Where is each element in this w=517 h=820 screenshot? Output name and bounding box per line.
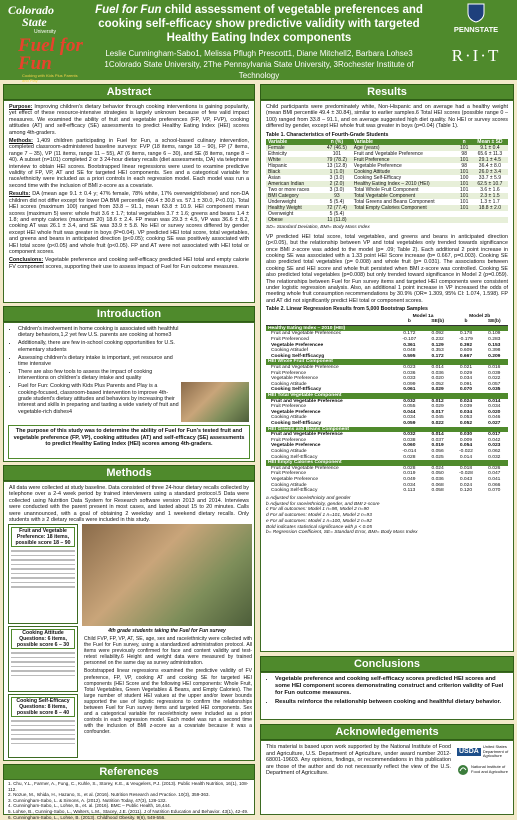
cooking-se-worksheet bbox=[8, 694, 78, 758]
table1-cell: 98 bbox=[461, 151, 467, 158]
table2-cell: 0.113 bbox=[403, 488, 416, 494]
fuel-for-fun-book-image bbox=[181, 382, 249, 422]
table2-cell: 0.035 bbox=[488, 387, 501, 393]
introduction-heading: Introduction bbox=[3, 306, 255, 322]
table1-cell: 101 bbox=[460, 187, 469, 194]
table1-cell: Cooking Self-Efficacy bbox=[353, 175, 402, 182]
table1-cell: 26.0 ± 3.4 bbox=[472, 169, 508, 175]
table2-cell: Vegetable Preference bbox=[271, 443, 321, 449]
methods-intro: All data were collected at study baseline. Data consisted of three 24-hour dietary recalls collected by telephone over a 2-4 week period by trained interviewers using a standard protocol.5 Data were collected using Nutrition Data System for Research software version 2013 and 2014. Interviews were conducted with the parent present in most cases, and lasted about 15 to 20 minutes. Calls were unannounced, with a goal of obtaining 2 weekday and 1 weekend dietary recalls. Only students with ≥ 2 dietary recalls were included in this study. bbox=[9, 485, 249, 524]
abstract-conclusions: Conclusions: Vegetable preference and cooking self-efficacy predicted HEI total and empty calorie FV component scores, supporting their use to assess impact of Fuel for Fun outcome measures. bbox=[9, 257, 249, 270]
table2-cell: 0.023 bbox=[403, 365, 416, 371]
table2-cell: Fruit and Vegetable Preference bbox=[271, 365, 339, 371]
fv-preference-worksheet bbox=[8, 524, 78, 624]
model1-header: Model 1a bbox=[412, 313, 434, 319]
reference-item: 6. Cunningham-Sabo, L., Lohse, B. (2013). Childhood Obesity. 9(6), 549-556. bbox=[8, 814, 166, 820]
table2-cell: 0.034 bbox=[488, 404, 501, 410]
table2-cell: 0.057 bbox=[488, 381, 501, 387]
table2-cell: Fruit Preference bbox=[271, 471, 307, 477]
table1-cell: 65.6 ± 11.3 bbox=[477, 151, 503, 158]
table1-note: SD= Standard Deviation, BMI= Body Mass Index bbox=[266, 225, 370, 231]
table2-cell: Cooking Attitude bbox=[271, 448, 307, 454]
col-se: SE(b) bbox=[487, 319, 501, 325]
table2-cell: 0.043 bbox=[459, 476, 473, 482]
table1-cell: 3 (3.0) bbox=[329, 175, 345, 182]
table2-cell: 0.153 bbox=[488, 342, 501, 348]
results-p1: Child participants were predominately white, Non-Hispanic and on average had a healthy weight (mean BMI percentile 49.4 ± 30.84), similar to earlier samples.6 Total HEI scores (possible range 0 –100) ranged from 33.8 – 91.1, and on average suggested high diet quality. No HEI or survey scores differed by gender, except HEI whole fruit was greater in boys (p=0.04) (Table 1). bbox=[266, 104, 508, 130]
poster-title-block bbox=[86, 3, 432, 81]
table2-cell: 0.361 bbox=[403, 342, 416, 348]
table2-cell: 0.178 bbox=[459, 331, 473, 337]
psu-logo-text: PENNSTATE bbox=[453, 25, 499, 34]
purpose-box: The purpose of this study was to determine the ability of Fuel for Fun's tested fruit and vegetable preference (FP, VP), cooking attitudes (AT) and self-efficacy (SE) assessments to predict Healthy Eating Index (HEI) scores among 4th-graders. bbox=[8, 425, 250, 459]
table2-cell: 0.014 bbox=[459, 454, 473, 460]
csu-logo bbox=[4, 3, 84, 83]
table2-cell: 0.046 bbox=[488, 415, 501, 421]
table2-section: HEI Whole Fruit Component bbox=[266, 359, 508, 365]
table1-header: Variable bbox=[353, 139, 373, 146]
table2-cell: -0.107 bbox=[402, 337, 417, 343]
table2-section: Healthy Eating Index – 2010 (HEI) bbox=[266, 325, 508, 331]
table1-cell: Cooking Attitude bbox=[352, 169, 457, 175]
table1-cell: White bbox=[266, 157, 322, 163]
table2-cell: 0.062 bbox=[488, 448, 501, 454]
table1-cell: Two or more races bbox=[268, 187, 310, 194]
reference-item: 1. Chu, Y.L., Farmer, A., Fung, C., Kuhle, S., Storey, K.E., & Veugelers, P.J. (2013). Public Health Nutrition, 16(1), 108-112. bbox=[8, 781, 249, 792]
table2-note: c For all outcomes: Model 1 n=98, Model 2 n=90 bbox=[266, 507, 369, 513]
conclusion-bullet: • Results reinforce the relationship between cooking and healthful dietary behavior. bbox=[275, 699, 508, 706]
table1-cell: 101 bbox=[457, 205, 472, 211]
table2-cell: 0.034 bbox=[459, 376, 473, 382]
table-row bbox=[266, 217, 508, 223]
table2-cell: 0.058 bbox=[431, 488, 444, 494]
table2-cell: 0.066 bbox=[488, 482, 501, 488]
table1-cell: 5 (5.4) bbox=[329, 211, 345, 218]
methods-survey: Child FVP, FP, VP, AT, SE, age, sex and race/ethnicity were collected with the Fuel for Fun survey, using a standardized administration protocol. All items were previously confirmed for face and content validity and test-retest reliability.6 Height and weight data were measured by trained personnel on the same day as survey administration. bbox=[84, 636, 252, 667]
table1-caption: Table 1. Characteristics of Fourth-Grade Students bbox=[266, 131, 389, 138]
usda-name: United States Department of Agriculture bbox=[482, 744, 509, 759]
table2-cell: 0.019 bbox=[431, 443, 444, 449]
table2-cell: 0.092 bbox=[431, 331, 444, 337]
table2-section: HEI Greens and Beans Component bbox=[266, 427, 508, 433]
table2-cell: Cooking Self-Efficacy bbox=[271, 488, 318, 494]
table2 bbox=[266, 314, 508, 494]
fv-preference-title: Fruit and Vegetable Preference: 18 items, possible score 18 – 90 bbox=[11, 527, 75, 547]
nifa-icon bbox=[457, 764, 469, 776]
table2-cell: 0.120 bbox=[459, 488, 473, 494]
table2-cell: 0.025 bbox=[431, 454, 444, 460]
table2-cell: 0.017 bbox=[488, 432, 501, 438]
model2-header: Model 2b bbox=[469, 313, 491, 319]
table2-cell: 0.026 bbox=[488, 465, 501, 471]
table2-cell: 0.022 bbox=[431, 420, 444, 426]
table2-cell: Cooking Self-Efficacy bbox=[271, 387, 322, 393]
table2-cell: 0.042 bbox=[488, 437, 501, 443]
table2-cell: 0.172 bbox=[403, 331, 416, 337]
reference-item: 5. Lohse, B., Cunning-Sabo, L., Walters, L.M., Stacey, J.E. (2011). J of Nutrition Education and Behavior. 43(1), 42-49. bbox=[8, 808, 249, 814]
table2-cell: Cooking Self-Efficacyg bbox=[271, 353, 325, 359]
table2-cell: Cooking Attitudef bbox=[271, 348, 308, 354]
table1-cell: 98 bbox=[461, 163, 467, 170]
table2-cell: 0.609 bbox=[459, 348, 473, 354]
table1-cell: Total Vegetable Component bbox=[352, 193, 457, 199]
results-heading: Results bbox=[260, 84, 514, 100]
table1-cell: 101 bbox=[457, 145, 472, 151]
table1-cell: 3.6 ± 1.6 bbox=[480, 187, 500, 194]
conclusions-box bbox=[260, 672, 514, 720]
poster-header bbox=[0, 0, 517, 83]
col-b: b bbox=[407, 319, 411, 325]
table2-caption: Table 2. Linear Regression Results from 5,000 Bootstrap Samples bbox=[266, 306, 428, 313]
table2-cell: 0.045 bbox=[431, 415, 444, 421]
psu-shield-icon bbox=[467, 3, 485, 23]
table1-cell: 33.7 ± 5.9 bbox=[478, 175, 502, 182]
fuel-for-fun-logo: Fuel for Fun bbox=[18, 35, 83, 74]
abstract-methods: Methods: 1,409 children participating in Fuel for Fun, a school-based culinary intervention, completed classroom-administered baseline surveys: FVP (18 items, range 18 – 90), FP (7 items, range 7 – 35), VP (11 items, range 11 – 55), AT (6 items, range 6 – 30), and SE (8 items, range 8 – 40). A subset (n=101) completed 2 or 3 24-hour dietary recalls (diet assessments, DA) via telephone interview to obtain HEI scores. Bootstrapped linear regressions were used to examine predictive validity of FP, VP, AT and SE for targeted HEI components. Sex and a categorical variable for race/ethnicity were included as a priori controls in each regression model. Each model was run a second time with the inclusion of BMI z-score as a covariate. bbox=[9, 138, 249, 189]
intro-bullet: • Children's involvement in home cooking is associated with healthful dietary behaviors,1,2 yet few U.S. parents are cooking at home3 bbox=[18, 326, 179, 339]
reference-item: 3. Cunningham-Sabo, L. & Simons, A. (2012). Nutrition Today, 47(3), 128-132. bbox=[8, 797, 167, 803]
csu-logo-line2: State bbox=[22, 15, 47, 29]
methods-heading: Methods bbox=[3, 465, 255, 481]
table2-cell: 0.070 bbox=[459, 387, 473, 393]
students-survey-photo bbox=[82, 524, 252, 626]
table1-header: n (%) bbox=[330, 139, 344, 146]
table2-cell: 0.232 bbox=[431, 337, 444, 343]
photo-caption: 4th grade students taking the Fuel for Fun survey bbox=[108, 628, 226, 634]
table2-cell: 0.014 bbox=[431, 432, 444, 438]
table2-cell: 0.028 bbox=[403, 465, 416, 471]
table1-cell: Asian bbox=[268, 175, 281, 182]
table2-cell: 0.017 bbox=[431, 409, 444, 415]
intro-bullet: • Fuel for Fun: Cooking with Kids Plus Parents and Play is a cooking-focused, classroom-based intervention to improve 4th-grade student's dietary attitudes and behaviors by increasing their interest and skills in preparing and tasting a wide variety of fruit and vegetable-rich dishes4 bbox=[18, 383, 179, 415]
table2-note: d For all outcomes: Model 1 n=101, Model 2 n=93 bbox=[266, 513, 372, 519]
poster-title: Fuel for Fun child assessment of vegetable preferences and cooking self-efficacy show predictive validity with targeted Healthy Eating Index components bbox=[95, 4, 423, 44]
table1-cell: 11 (11.8) bbox=[322, 217, 352, 223]
table2-cell: 0.021 bbox=[459, 365, 473, 371]
table2-cell: Vegetable Preference bbox=[271, 409, 321, 415]
conclusion-bullet: • Vegetable preference and cooking self-efficacy scores predicted HEI scores and some HEI component scores demonstrating construct and criterion validity of Fuel for Fun outcome measures. bbox=[275, 676, 508, 697]
table1-cell: 1.3 ± 1.7 bbox=[480, 199, 500, 206]
rit-logo: R·I·T bbox=[451, 46, 501, 65]
table2-cell: 0.036 bbox=[431, 370, 444, 376]
table1-cell: American Indian bbox=[266, 181, 322, 187]
table1-cell: 29.1 ± 4.5 bbox=[472, 157, 508, 163]
table2-cell: 0.109 bbox=[488, 331, 501, 337]
table1-cell: 2.3 ± 1.5 bbox=[472, 193, 508, 199]
authors: Leslie Cunningham-Sabo1, Melissa Pflugh Prescott1, Diane Mitchell2, Barbara Lohse3 bbox=[105, 49, 413, 58]
abstract-heading: Abstract bbox=[3, 84, 255, 100]
table2-cell: -0.179 bbox=[459, 337, 473, 343]
table2-cell: 0.054 bbox=[459, 443, 473, 449]
table2-notes bbox=[266, 496, 508, 537]
introduction-list bbox=[9, 326, 179, 415]
table2-cell: Fruit Preference bbox=[271, 437, 307, 443]
table2-note: Bold indicates statistical significance with p < 0.05 bbox=[266, 524, 372, 530]
table2-section: HEI Total Vegetable Component bbox=[266, 393, 508, 399]
table1-cell: Healthy Weight bbox=[266, 205, 322, 211]
table1-cell: BMI Category bbox=[266, 193, 322, 199]
table2-cell: 0.032 bbox=[488, 454, 501, 460]
cooking-attitude-title: Cooking Attitude Questions: 6 items, possible score 6 – 30 bbox=[11, 629, 75, 649]
table2-cell: 0.016 bbox=[488, 365, 501, 371]
table-row bbox=[266, 488, 508, 494]
table2-cell: Fruit Preference bbox=[271, 404, 307, 410]
table2-note: e For all outcomes: Model 1 n=100, Model 2 n=92 bbox=[266, 518, 372, 524]
table2-cell: 0.039 bbox=[488, 370, 501, 376]
table2-cell: Cooking Self-Efficacy bbox=[271, 420, 322, 426]
table2-cell: 0.029 bbox=[431, 404, 444, 410]
table1-cell: 101 bbox=[457, 157, 472, 163]
acknowledgement-text: This material is based upon work supported by the National Institute of Food and Agriculture, U.S. Department of Agriculture, under award number 2012-68001-19603. Any opinions, findings, or recommendations in this publication are those of the author and do not necessarily reflect the view of the U.S. Department of Agriculture. bbox=[266, 744, 451, 776]
acknowledgements-heading: Acknowledgements bbox=[260, 724, 514, 740]
table1-header: Variable bbox=[268, 139, 288, 146]
table2-cell: 0.056 bbox=[431, 448, 444, 454]
intro-bullet: • Assessing children's dietary intake is important, yet resource and time intensive bbox=[18, 355, 179, 368]
table2-cell: Fruit and Vegetable Preference bbox=[271, 398, 343, 404]
table1-cell: Underweight bbox=[268, 199, 297, 206]
table2-note: b= Regression Coefficient, SE= Standard Error, BMI= Body Mass Index bbox=[266, 530, 418, 536]
table2-cell: Cooking Attitude bbox=[271, 415, 307, 421]
table2-cell: 0.037 bbox=[431, 437, 444, 443]
table1-header: Mean ± SD bbox=[477, 139, 503, 146]
table2-section: HEI Empty Calories Component bbox=[266, 460, 508, 466]
results-p2: VP predicted HEI total score, total vegetables, and greens and beans in anticipated direction (p<0.05), but the relationship between VP and total vegetables only trended towards significance once BMI z-score was added to the model (p= .09; Table 2). Each additional 2 point increase in cooking SE was associated with a 1.33 point HEI Score increase (b= 0.667, p=0.003). Cooking SE also predicted total vegetables (p= 0.008) and whole fruit (p= 0.031). The associations between cooking SE and HEI score and whole fruit persisted when BMI z-score was controlled. Cooking SE also predicted total vegetables (p=0.008) but only trended toward significance in Model 2 (p=0.059). The relationships between Fuel for Fun survey items and targeted HEI components were consistent under logistic regression analysis. Also, an additional 1 point increase in VP increased the odds of meeting whole fruit consumption recommendations by 30.9% (OR= 1.309, 95% CI: 1.074, 1.598). FP and AT did not significantly predict HEI total or component scores. bbox=[266, 233, 508, 304]
table1-cell: Healthy Eating Index – 2010 (HEI) bbox=[352, 181, 457, 187]
table2-cell: 0.129 bbox=[431, 342, 444, 348]
table2-cell: 0.022 bbox=[488, 376, 501, 382]
table2-cell: 0.050 bbox=[431, 471, 444, 477]
table2-cell: -0.022 bbox=[459, 448, 473, 454]
results-box bbox=[260, 100, 514, 652]
intro-bullet: • Additionally, there are few in-school cooking opportunities for U.S. elementary students bbox=[18, 340, 179, 353]
table2-cell: 0.068 bbox=[431, 482, 444, 488]
table1-cell: 3 (3.0) bbox=[329, 187, 345, 194]
usda-mark: USDA bbox=[459, 747, 479, 755]
table2-cell: 0.398 bbox=[488, 348, 501, 354]
intro-bullet: • There are also few tools to assess the impact of cooking interventions on children's dietary intake and quality bbox=[18, 369, 179, 382]
affiliations: 1Colorado State University, 2The Pennsylvania State University, 3Rochester Institute of Technology bbox=[104, 60, 414, 80]
abstract-purpose: Purpose: Improving children's dietary behavior through cooking interventions is gaining popularity, yet effect of these resource-intensive strategies is largely unknown because of few valid impact measures. We examined the ability of fruit and vegetable preferences (FP, VP, FVP), cooking attitudes (AT) and self-efficacy (SE) assessments to predict Healthy Eating Index (HEI) scores among 4th-graders. bbox=[9, 104, 249, 136]
references-heading: References bbox=[3, 764, 255, 780]
table2-cell: 0.209 bbox=[488, 353, 501, 359]
table1-cell: 2 (2.0) bbox=[322, 181, 352, 187]
table2-cell: 0.030 bbox=[459, 432, 473, 438]
right-logos bbox=[438, 3, 514, 77]
table2-cell: -0.014 bbox=[402, 448, 417, 454]
table1-cell bbox=[472, 217, 508, 223]
cooking-attitude-worksheet bbox=[8, 626, 78, 692]
table2-cell: 0.091 bbox=[459, 381, 473, 387]
table2-cell: 0.052 bbox=[431, 381, 444, 387]
table1-cell: 18.8 ± 2.0 bbox=[472, 205, 508, 211]
table2-cell: 0.028 bbox=[403, 454, 416, 460]
table1-cell: Obese bbox=[266, 217, 322, 223]
table2-cell: 0.053 bbox=[459, 415, 473, 421]
table2-cell: Cooking Attitude bbox=[271, 381, 307, 387]
table2-cell: Fruit and Vegetable Preferencec bbox=[271, 331, 342, 337]
abstract-box bbox=[3, 100, 255, 303]
table2-cell: 0.059 bbox=[403, 420, 416, 426]
table2-cell: 0.029 bbox=[431, 387, 444, 393]
table1-cell: 101 bbox=[457, 193, 472, 199]
table1-cell: Total Empty Calories Component bbox=[352, 205, 457, 211]
reference-item: 2. Nozue, M., Ishida, H., Hazano, S., et al. (2016). Nutrition Research and Practice. 10(3), 359-363. bbox=[8, 792, 210, 798]
methods-text-column bbox=[84, 636, 252, 736]
table2-cell: 0.055 bbox=[403, 404, 416, 410]
table1-cell: 72 (77.4) bbox=[322, 205, 352, 211]
table2-cell: 0.024 bbox=[459, 482, 473, 488]
table1-cell: Fruit and Vegetable Preference bbox=[353, 151, 423, 158]
table2-cell: 0.172 bbox=[431, 353, 444, 359]
table2-note: b Adjusted for race/ethnicity, gender, and BMI z-score bbox=[266, 501, 380, 507]
table1-cell: 100 bbox=[460, 175, 469, 182]
abstract-results: Results: DA (mean age 9.1 ± 0.4 y; 47% female, 78% white, 17% overweight/obese) and non-DA children did not differ except for lower DA BMI percentile (49.4 ± 30.8 vs. 57.1 ± 30.0, P<0.01). Total HEI scores (maximum 100) ranged from 33.8 – 91.1, mean 63.8 ± 10.9. HEI component mean scores (maximum 5) were: whole fruit 3.6 ± 1.7; total vegetables 3.7 ± 1.6; greens and beans 1.4 ± 1.8; and empty calories (maximum 20) 18.6 ± 2.4. FP mean was 29.3 ± 4.5, VP was 36.6 ± 8.2, cooking AT was 26.1 ± 3.4, and SE was 33.9 ± 5.8. No HEI or survey scores differed by gender except HEI whole fruit was greater in boys (P=0.04). VP predicted HEI total score, total vegetables, and greens and beans in anticipated direction (p<0.05); cooking SE was positively associated with HEI total score (p<0.05) and whole fruit (p<0.05). FP and AT were not associated with HEI total or component scores. bbox=[9, 191, 249, 255]
table2-cell: 0.024 bbox=[459, 398, 473, 404]
table1-cell: Female bbox=[266, 145, 322, 151]
table2-cell: 0.034 bbox=[459, 409, 473, 415]
csu-logo-line1: Colorado bbox=[8, 3, 55, 17]
table2-cell: 0.099 bbox=[403, 381, 416, 387]
table2-cell: Cooking Attitude bbox=[271, 482, 307, 488]
table2-cell: 0.029 bbox=[459, 370, 473, 376]
table2-cell: Vegetable Preference bbox=[271, 476, 319, 482]
table2-cell: 0.392 bbox=[459, 342, 473, 348]
table1-cell: 5 (5.4) bbox=[329, 199, 345, 206]
nifa-logo bbox=[457, 764, 511, 776]
table1-cell: 36.4 ± 8.0 bbox=[478, 163, 502, 170]
references-box bbox=[3, 779, 255, 820]
table2-cell: 0.023 bbox=[488, 443, 501, 449]
acknowledgements-box bbox=[260, 740, 514, 815]
table2-cell: 0.014 bbox=[488, 398, 501, 404]
table1-cell: Total Greens and Beans Component bbox=[353, 199, 435, 206]
usda-logo bbox=[457, 745, 511, 776]
table1-cell: Fruit Preference bbox=[352, 157, 457, 163]
table2-cell: 0.018 bbox=[459, 465, 473, 471]
table1-cell: 101 bbox=[457, 181, 472, 187]
table2-cell: 0.047 bbox=[488, 471, 501, 477]
table2-cell: 0.595 bbox=[403, 353, 416, 359]
table2-cell: 0.036 bbox=[403, 370, 416, 376]
table1-cell: Overweight bbox=[268, 211, 294, 218]
table1-cell: 62.5 ± 10.7 bbox=[472, 181, 508, 187]
table2-cell: 0.049 bbox=[403, 476, 416, 482]
col-se: SE(b) bbox=[431, 319, 445, 325]
table1-cell: Age (years) bbox=[352, 145, 457, 151]
table2-cell: Vegetable Preference bbox=[271, 376, 319, 382]
table1-cell: 9.1 ± 0.4 bbox=[472, 145, 508, 151]
table2-cell: 0.052 bbox=[459, 420, 473, 426]
table2-note: a Adjusted for race/ethnicity and gender bbox=[266, 495, 351, 501]
table2-cell: 0.038 bbox=[403, 437, 416, 443]
table1-cell: 79 (78.2) bbox=[322, 157, 352, 163]
nifa-name: National Institute of Food and Agriculture bbox=[471, 764, 508, 774]
table2-cell: 0.667 bbox=[459, 353, 473, 359]
table2-cell: 0.044 bbox=[403, 409, 416, 415]
table2-cell: 0.048 bbox=[403, 348, 416, 354]
table1-cell: 47 (46.5) bbox=[322, 145, 352, 151]
table1-cell: 101 bbox=[457, 169, 472, 175]
table2-cell: 0.034 bbox=[403, 482, 416, 488]
table2-cell: Cooking Self-Efficacy bbox=[271, 454, 318, 460]
table2-cell: 0.353 bbox=[431, 348, 444, 354]
table1-cell: Black bbox=[266, 169, 322, 175]
conclusions-heading: Conclusions bbox=[260, 656, 514, 672]
table1-cell: 101 bbox=[460, 199, 469, 206]
table2-cell: Fruit and Vegetable Preference bbox=[271, 465, 339, 471]
reference-item: 4. Cunningham-Sabo, L., Lohse, B., et. al. (2016). BMC – Public Health, 16,444. bbox=[8, 803, 171, 809]
table1-cell: Ethnicity bbox=[268, 151, 287, 158]
table2-cell: Fruit Preferenced bbox=[271, 337, 309, 343]
table2-cell: 0.033 bbox=[403, 376, 416, 382]
table2-cell: 0.024 bbox=[431, 465, 444, 471]
table1-cell: Total Whole Fruit Component bbox=[353, 187, 419, 194]
table1-cell bbox=[457, 217, 472, 223]
table2-cell: 0.061 bbox=[403, 387, 416, 393]
table2-cell: 0.027 bbox=[488, 420, 501, 426]
table2-cell: -0.028 bbox=[459, 471, 473, 477]
table1-cell: Hispanic bbox=[268, 163, 288, 170]
table1-cell: 1 (1.0) bbox=[322, 169, 352, 175]
table2-cell: 0.041 bbox=[488, 476, 501, 482]
table2-cell: 0.070 bbox=[488, 488, 501, 494]
table2-cell: Fruit and Vegetable Preference bbox=[271, 432, 343, 438]
table1-cell: 101 bbox=[332, 151, 342, 158]
table1-header: n bbox=[462, 139, 466, 146]
csu-logo-line3: University bbox=[34, 29, 56, 35]
table2-cell: 0.012 bbox=[431, 398, 444, 404]
cooking-se-title: Cooking Self-Efficacy Questions: 8 items, possible score 8 – 40 bbox=[11, 697, 75, 717]
table1 bbox=[266, 139, 508, 223]
table2-cell: 0.283 bbox=[488, 337, 501, 343]
table2-cell: 0.039 bbox=[459, 404, 473, 410]
table2-cell: Fruit Preference bbox=[271, 370, 307, 376]
fuel-for-fun-subtitle: Cooking with Kids Plus Parents and Play bbox=[22, 73, 78, 83]
table2-cell: 0.020 bbox=[431, 376, 444, 382]
table1-cell: Vegetable Preference bbox=[353, 163, 402, 170]
table2-cell: 0.009 bbox=[459, 437, 473, 443]
table1-cell: 13 (12.8) bbox=[326, 163, 347, 170]
table2-cell: 0.060 bbox=[403, 443, 416, 449]
table1-cell: 93 bbox=[322, 193, 352, 199]
table2-cell: 0.032 bbox=[403, 398, 416, 404]
table2-cell: 0.020 bbox=[488, 409, 501, 415]
table2-cell: Vegetable Preferencee bbox=[271, 342, 324, 348]
table2-cell: 0.014 bbox=[431, 365, 444, 371]
table2-cell: 0.019 bbox=[403, 471, 416, 477]
table1-cell bbox=[352, 217, 457, 223]
col-b: b bbox=[464, 319, 468, 325]
table2-cell: 0.034 bbox=[403, 415, 416, 421]
table2-cell: 0.036 bbox=[431, 476, 444, 482]
methods-analysis: Bootstrapped linear regressions examined the predictive validity of FV preference, FP, VP, cooking AT and cooking SE for targeted HEI components (HEI Score and the following HEI components: Whole Fruit, Total Vegetables, Green Vegetables & Beans, and Empty Calories). The large number of student HEI values at the upper and/or lower bounds supported the use of logistic regressions to confirm the relationships between Fuel for Fun survey items and targeted HEI components. Sex and a categorical variable for race/ethnicity were included as a priori controls in each regression model. Each model was run a second time with the inclusion of BMI z-score as a covariate because it was a confounder. bbox=[84, 668, 252, 736]
table2-cell: 0.032 bbox=[403, 432, 416, 438]
